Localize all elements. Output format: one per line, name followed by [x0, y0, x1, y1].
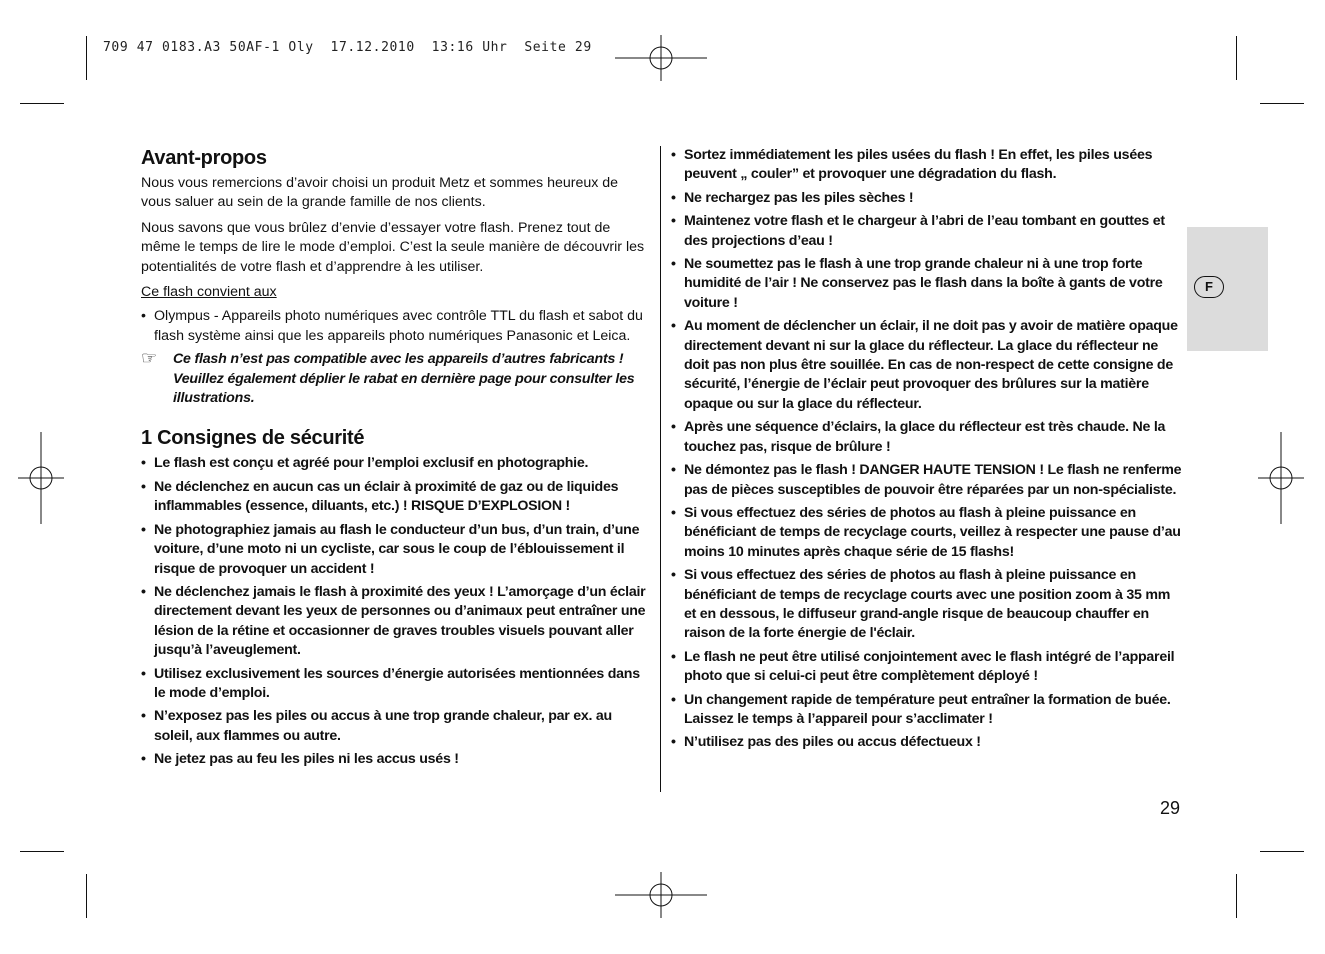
crop-mark [86, 874, 87, 918]
left-column [141, 146, 651, 774]
safety-item: • N’exposez pas les piles ou accus à une trop grande chaleur, par ex. au soleil, aux flammes ou autre. [141, 707, 651, 746]
intro-paragraph: Nous vous remercions d’avoir choisi un produit Metz et sommes heureux de vous saluer au sein de la grande famille de nos clients. [141, 175, 619, 211]
safety-list-continued [671, 146, 1185, 753]
print-slug-line: 709 47 0183.A3 50AF-1 Oly 17.12.2010 13:16 Uhr Seite 29 [103, 40, 592, 55]
safety-item: • Ne rechargez pas les piles sèches ! [671, 189, 1185, 208]
safety-item: • N’utilisez pas des piles ou accus défectueux ! [671, 733, 1185, 752]
safety-item: • Utilisez exclusivement les sources d’énergie autorisées mentionnées dans le mode d’emploi. [141, 665, 651, 704]
page-number: 29 [1160, 798, 1181, 818]
safety-item: • Si vous effectuez des séries de photos au flash à pleine puissance en bénéficiant de temps de recyclage courts, veillez à respecter une pause d’au moins 10 minutes après chaque série de 15 flashs! [671, 504, 1185, 562]
safety-item: • Au moment de déclencher un éclair, il ne doit pas y avoir de matière opaque directement devant ni sur la glace du réflecteur. La glace du réflecteur ne doit pas non plus être souillée. En cas de non-respect de cette consigne de sécurité, l’énergie de l’éclair peut provoquer des brûlures sur la matière opaque ou sur la glace du réflecteur. [671, 317, 1185, 414]
language-badge: F [1194, 276, 1224, 298]
safety-item: • Ne photographiez jamais au flash le conducteur d’un bus, d’un train, d’une voiture, d’une moto ni un cycliste, car sous le coup de l’éblouissement il risque de provoquer un accident ! [141, 521, 651, 579]
safety-item: • Sortez immédiatement les piles usées du flash ! En effet, les piles usées peuvent „ couler” et provoquer une dégradation du flash. [671, 146, 1185, 185]
compat-note [141, 350, 651, 408]
registration-mark-bottom [615, 872, 707, 918]
intro-paragraph: Nous savons que vous brûlez d’envie d’essayer votre flash. Prenez tout de même le temps de lire le mode d’emploi. C’est la seule manière de découvrir les potentialités de votre flash et d’apprendre à les utiliser. [141, 219, 645, 275]
safety-item: • Ne déclenchez en aucun cas un éclair à proximité de gaz ou de liquides inflammables (essence, diluants, etc.) ! RISQUE D’EXPLOSION ! [141, 478, 651, 517]
compat-item: • Olympus - Appareils photo numériques avec contrôle TTL du flash et sabot du flash système ainsi que les appareils photo numériques Panasonic et Leica. [141, 307, 651, 346]
compat-label: Ce flash convient aux [141, 284, 277, 301]
registration-mark-right [1258, 432, 1304, 524]
safety-item: • Ne soumettez pas le flash à une trop grande chaleur ni à une trop forte humidité de l’air ! Ne conservez pas le flash dans la boîte à gants de votre voiture ! [671, 255, 1185, 313]
crop-mark [1260, 851, 1304, 852]
crop-mark [1260, 103, 1304, 104]
safety-item: • Si vous effectuez des séries de photos au flash à pleine puissance en bénéficiant de temps de recyclage courts avec une position zoom à 35 mm et en dessous, le diffuseur grand-angle risque de beaucoup chauffer en raison de la forte énergie de l'éclair. [671, 566, 1185, 644]
crop-mark [20, 851, 64, 852]
column-divider [660, 146, 661, 792]
pointing-hand-icon: ☞ [141, 348, 157, 369]
safety-item: • Un changement rapide de température peut entraîner la formation de buée. Laissez le temps à l’appareil pour s’acclimater ! [671, 691, 1185, 730]
crop-mark [1236, 874, 1237, 918]
safety-item: • Ne déclenchez jamais le flash à proximité des yeux ! L’amorçage d’un éclair directement devant les yeux de personnes ou d’animaux peut entraîner une lésion de la rétine et occasionner de graves troubles visuels pouvant aller jusqu’à l’aveuglement. [141, 583, 651, 661]
intro-heading: Avant-propos [141, 147, 267, 169]
safety-list [141, 454, 651, 769]
language-tab [1187, 227, 1268, 351]
registration-mark-top [615, 35, 707, 81]
safety-heading: 1 Consignes de sécurité [141, 427, 365, 450]
safety-item: • Maintenez votre flash et le chargeur à l’abri de l’eau tombant en gouttes et des projections d’eau ! [671, 212, 1185, 251]
crop-mark [20, 103, 64, 104]
right-column [671, 146, 1185, 757]
note-text: Ce flash n’est pas compatible avec les appareils d’autres fabricants ! Veuillez également déplier le rabat en dernière page pour consulter les illustrations. [173, 351, 635, 407]
safety-item: • Ne démontez pas le flash ! DANGER HAUTE TENSION ! Le flash ne renferme pas de pièces susceptibles de pouvoir être réparées par un non-spécialiste. [671, 461, 1185, 500]
registration-mark-left [18, 432, 64, 524]
safety-item: • Ne jetez pas au feu les piles ni les accus usés ! [141, 750, 651, 769]
crop-mark [1236, 36, 1237, 80]
safety-item: • Après une séquence d’éclairs, la glace du réflecteur est très chaude. Ne la touchez pas, risque de brûlure ! [671, 418, 1185, 457]
safety-item: • Le flash est conçu et agréé pour l’emploi exclusif en photographie. [141, 454, 651, 473]
compat-list [141, 307, 651, 346]
safety-item: • Le flash ne peut être utilisé conjointement avec le flash intégré de l’appareil photo que si celui-ci peut être complètement déployé ! [671, 648, 1185, 687]
crop-mark [86, 36, 87, 80]
